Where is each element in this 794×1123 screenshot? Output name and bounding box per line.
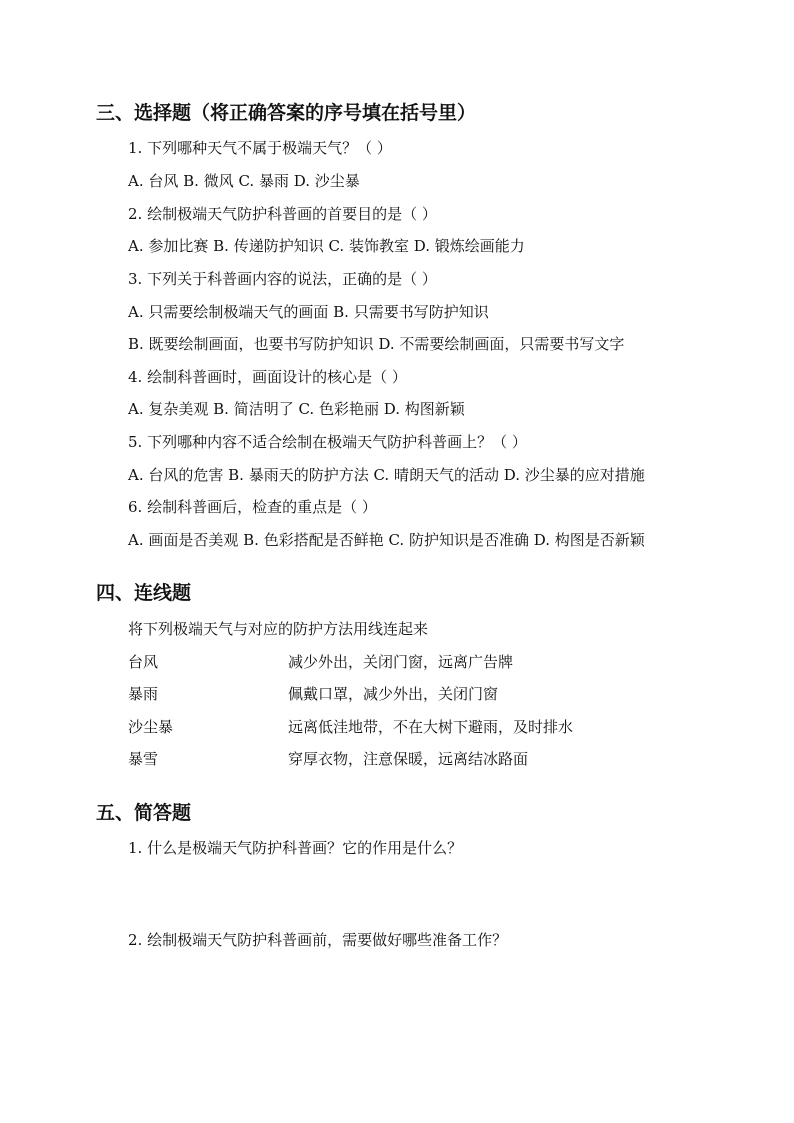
question-5: 5. 下列哪种内容不适合绘制在极端天气防护科普画上？（ ） xyxy=(128,433,527,451)
matching-method-1: 减少外出，关闭门窗，远离广告牌 xyxy=(288,653,514,671)
question-3-options-line-2: B. 既要绘制画面，也要书写防护知识 D. 不需要绘制画面，只需要书写文字 xyxy=(128,335,625,353)
matching-method-4: 穿厚衣物，注意保暖，远离结冰路面 xyxy=(288,750,529,768)
question-2: 2. 绘制极端天气防护科普画的首要目的是（ ） xyxy=(128,205,437,223)
question-6: 6. 绘制科普画后，检查的重点是（ ） xyxy=(128,498,377,516)
question-5-options: A. 台风的危害 B. 暴雨天的防护方法 C. 晴朗天气的活动 D. 沙尘暴的应对措施 xyxy=(128,466,645,484)
question-2-options: A. 参加比赛 B. 传递防护知识 C. 装饰教室 D. 锻炼绘画能力 xyxy=(128,237,525,255)
short-answer-2: 2. 绘制极端天气防护科普画前，需要做好哪些准备工作？ xyxy=(128,931,508,949)
question-1: 1. 下列哪种天气不属于极端天气？（ ） xyxy=(128,139,392,157)
section-5-heading: 五、简答题 xyxy=(96,802,192,824)
matching-method-3: 远离低洼地带，不在大树下避雨，及时排水 xyxy=(288,718,574,736)
question-6-options: A. 画面是否美观 B. 色彩搭配是否鲜艳 C. 防护知识是否准确 D. 构图是否新颖 xyxy=(128,531,645,549)
question-4: 4. 绘制科普画时，画面设计的核心是（ ） xyxy=(128,368,407,386)
matching-method-2: 佩戴口罩，减少外出，关闭门窗 xyxy=(288,685,499,703)
question-1-options: A. 台风 B. 微风 C. 暴雨 D. 沙尘暴 xyxy=(128,172,360,190)
matching-weather-4: 暴雪 xyxy=(128,750,159,768)
matching-weather-3: 沙尘暴 xyxy=(128,718,174,736)
question-4-options: A. 复杂美观 B. 简洁明了 C. 色彩艳丽 D. 构图新颖 xyxy=(128,400,465,418)
short-answer-1: 1. 什么是极端天气防护科普画？它的作用是什么？ xyxy=(128,839,463,857)
matching-instruction: 将下列极端天气与对应的防护方法用线连起来 xyxy=(128,620,429,638)
section-3-heading: 三、选择题（将正确答案的序号填在括号里） xyxy=(96,102,477,124)
section-4-heading: 四、连线题 xyxy=(96,582,192,604)
matching-weather-2: 暴雨 xyxy=(128,685,159,703)
question-3: 3. 下列关于科普画内容的说法，正确的是（ ） xyxy=(128,270,437,288)
question-3-options: A. 只需要绘制极端天气的画面 B. 只需要书写防护知识 xyxy=(128,303,489,321)
matching-weather-1: 台风 xyxy=(128,653,159,671)
